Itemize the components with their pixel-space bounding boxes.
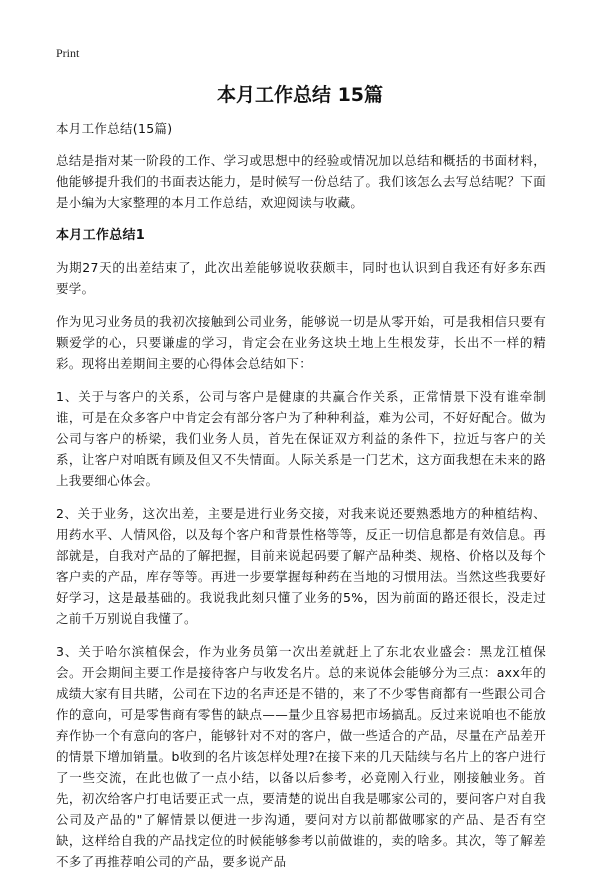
print-link[interactable]: Print bbox=[56, 46, 80, 60]
body-paragraph: 2、关于业务，这次出差，主要是进行业务交接，对我来说还要熟悉地方的种植结构、用药水平、人情风俗，以及每个客户和背景性格等等，反正一切信息都是有效信息。再部就是，自我对产品的了解把握，目前来说起码要了解产品种类、规格、价格以及每个客户卖的产品，库存等等。再进一步要掌握每种药在当地的习惯用法。当然这些我要好好学习，这是最基础的。我说我此刻只懂了业务的5%，因为前面的路还很长，没走过之前千万别说自我懂了。 bbox=[56, 506, 546, 626]
section-heading: 本月工作总结1 bbox=[56, 228, 146, 243]
body-paragraph: 1、关于与客户的关系，公司与客户是健康的共赢合作关系，正常情景下没有谁牵制谁，可是在众多客户中肯定会有部分客户为了种种利益，难为公司，不好好配合。做为公司与客户的桥梁，我们业务人员，首先在保证双方利益的条件下，拉近与客户的关系，让客户对咱既有顾及但又不失情面。人际关系是一门艺术，这方面我想在未来的路上我要细心体会。 bbox=[56, 389, 546, 488]
document-body bbox=[56, 118, 546, 884]
intro-paragraph: 总结是指对某一阶段的工作、学习或思想中的经验或情况加以总结和概括的书面材料，他能够提升我们的书面表达能力，是时候写一份总结了。我们该怎么去写总结呢？下面是小编为大家整理的本月工作总结，欢迎阅读与收藏。 bbox=[56, 153, 546, 210]
body-paragraph: 为期27天的出差结束了，此次出差能够说收获颇丰，同时也认识到自我还有好多东西要学。 bbox=[56, 260, 546, 296]
document-title: 本月工作总结 15篇 bbox=[216, 84, 384, 106]
body-paragraph: 3、关于哈尔滨植保会，作为业务员第一次出差就赶上了东北农业盛会：黑龙江植保会。开会期间主要工作是接待客户与收发名片。总的来说体会能够分为三点：axx年的成绩大家有目共睹，公司在下边的名声还是不错的，来了不少零售商都有一些跟公司合作的意向，可是零售商有零售的缺点——量少且容易把市场搞乱。反过来说咱也不能放弃作协一个有意向的客户，能够针对不对的客户，做一些适合的产品，尽量在产品差开的情景下增加销量。b收到的名片该怎样处理?在接下来的几天陆续与名片上的客户进行了一些交流，在此也做了一点小结，以备以后参考，必竟刚入行业，刚接触业务。首先，初次给客户打电话要正式一点，要清楚的说出自我是哪家公司的，要问客户对自我公司及产品的"了解情景以便进一步沟通，要问对方以前都做哪家的产品、是否有空缺，这样给自我的产品找定位的时候能够参考以前做谁的，卖的啥多。其次，等了解差不多了再推荐咱公司的产品，要多说产品 bbox=[56, 644, 546, 869]
document-subtitle: 本月工作总结(15篇) bbox=[56, 121, 173, 136]
body-paragraph: 作为见习业务员的我初次接触到公司业务，能够说一切是从零开始，可是我相信只要有颗爱学的心，只要谦虚的学习，肯定会在业务这块土地上生根发芽，长出不一样的精彩。现将出差期间主要的心得体会总结如下： bbox=[56, 314, 546, 371]
